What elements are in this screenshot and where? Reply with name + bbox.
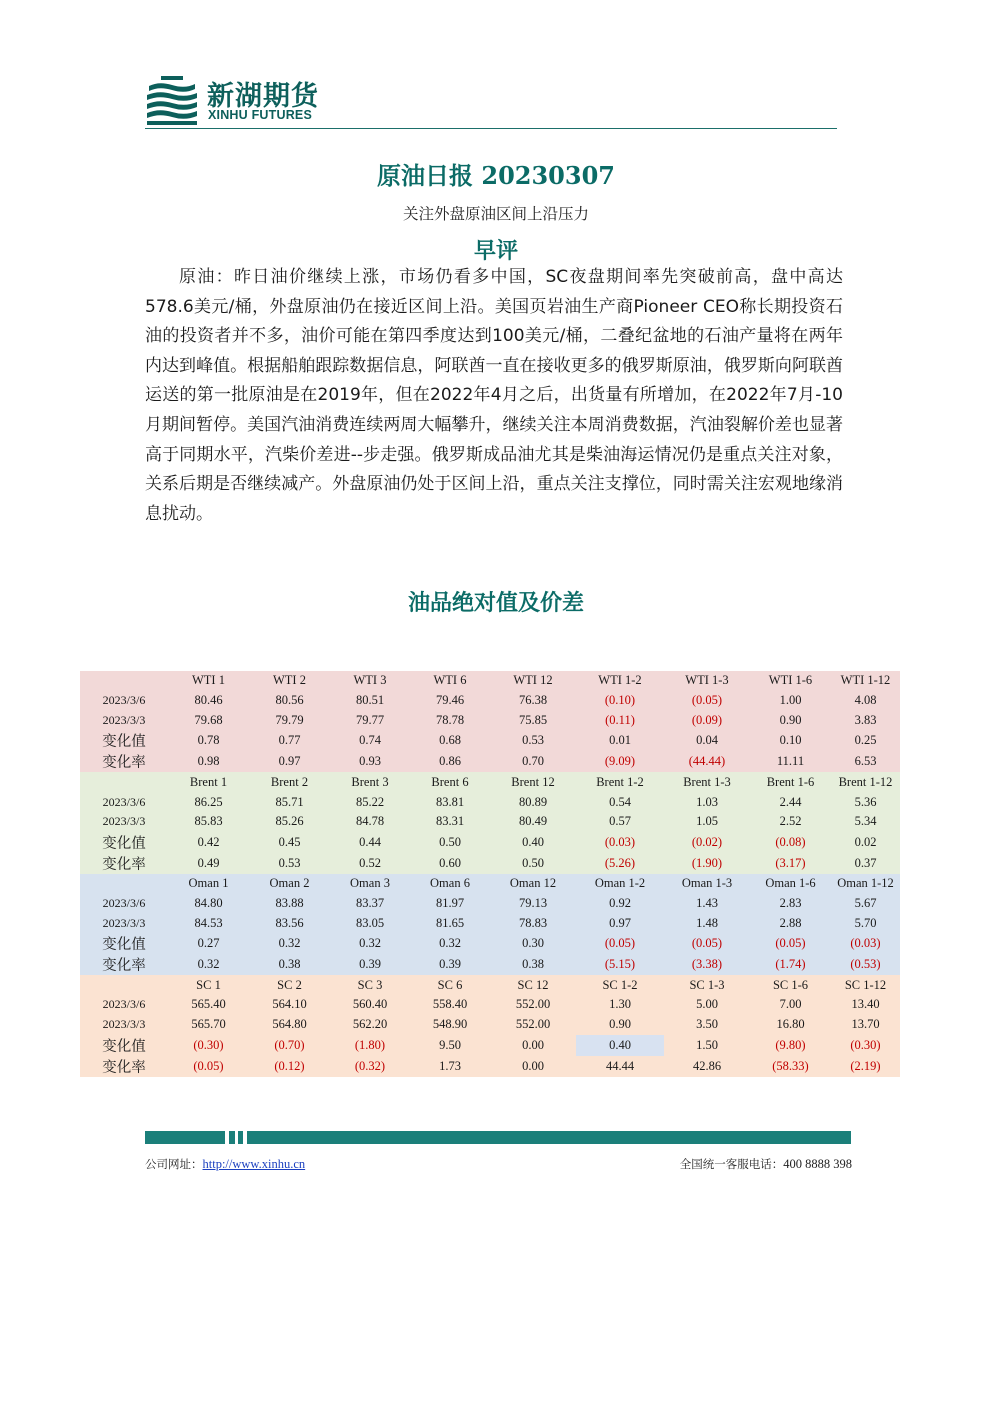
- row-label-cell: 2023/3/6: [80, 691, 168, 711]
- table-cell: 0.40: [490, 832, 576, 853]
- table-cell: 7.00: [750, 995, 831, 1015]
- table-cell: 79.46: [410, 691, 490, 711]
- table-cell: (0.05): [664, 933, 750, 954]
- table-cell: (3.38): [664, 954, 750, 975]
- footer-bar-segment: [229, 1131, 235, 1144]
- table-cell: 83.56: [249, 913, 330, 933]
- table-cell: 0.49: [168, 853, 249, 874]
- table-cell: 0.45: [249, 832, 330, 853]
- footer-website: [145, 1156, 305, 1172]
- column-header-cell: SC 12: [490, 975, 576, 995]
- table-cell: 0.27: [168, 933, 249, 954]
- table-row: [80, 995, 900, 1015]
- table-cell: 13.70: [831, 1015, 900, 1035]
- table-cell: 0.32: [168, 954, 249, 975]
- footer-phone: [680, 1156, 852, 1172]
- table-cell: (1.90): [664, 853, 750, 874]
- table-cell: 1.43: [664, 894, 750, 914]
- table-cell: 85.26: [249, 812, 330, 832]
- column-header-cell: WTI 3: [330, 671, 410, 691]
- table-cell: 1.05: [664, 812, 750, 832]
- table-cell: 5.36: [831, 792, 900, 812]
- table-cell: 79.77: [330, 711, 410, 731]
- table-cell: 0.50: [410, 832, 490, 853]
- table-cell: 80.56: [249, 691, 330, 711]
- report-subtitle: 关注外盘原油区间上沿压力: [402, 205, 589, 223]
- table-cell: 564.80: [249, 1015, 330, 1035]
- row-label-cell: 变化值: [80, 832, 168, 853]
- table-cell: 0.90: [576, 1015, 664, 1035]
- column-header-cell: WTI 1: [168, 671, 249, 691]
- table-cell: 0.42: [168, 832, 249, 853]
- table-row: [80, 691, 900, 711]
- table-cell: (3.17): [750, 853, 831, 874]
- table-cell: 0.54: [576, 792, 664, 812]
- row-label-cell: 变化值: [80, 933, 168, 954]
- table-cell: (0.05): [168, 1056, 249, 1077]
- section-heading-comment: 早评: [473, 238, 518, 264]
- row-label-cell: 2023/3/3: [80, 913, 168, 933]
- column-header-cell: Oman 12: [490, 874, 576, 894]
- table-cell: 80.49: [490, 812, 576, 832]
- table-cell: (0.30): [168, 1035, 249, 1056]
- table-cell: 0.86: [410, 751, 490, 772]
- column-header-cell: WTI 12: [490, 671, 576, 691]
- table-cell: 0.70: [490, 751, 576, 772]
- brand-name-en: XINHU FUTURES: [208, 108, 312, 122]
- table-header-row-sc: [80, 975, 900, 995]
- column-header-cell: SC 1: [168, 975, 249, 995]
- table-header-row-brent: [80, 772, 900, 792]
- table-row: [80, 1015, 900, 1035]
- footer-website-label: 公司网址：: [145, 1157, 203, 1171]
- table-cell: 0.40: [576, 1035, 664, 1056]
- column-header-cell: Oman 6: [410, 874, 490, 894]
- table-cell: 1.00: [750, 691, 831, 711]
- table-cell: 5.00: [664, 995, 750, 1015]
- table-cell: (9.09): [576, 751, 664, 772]
- table-cell: 0.57: [576, 812, 664, 832]
- table-cell: (0.70): [249, 1035, 330, 1056]
- table-cell: 0.10: [750, 730, 831, 751]
- table-cell: 1.03: [664, 792, 750, 812]
- table-cell: 0.04: [664, 730, 750, 751]
- table-cell: (5.26): [576, 853, 664, 874]
- column-header-cell: SC 1-12: [831, 975, 900, 995]
- row-label-cell: 变化率: [80, 853, 168, 874]
- column-header-cell: SC 6: [410, 975, 490, 995]
- table-cell: 79.68: [168, 711, 249, 731]
- table-cell: 0.68: [410, 730, 490, 751]
- table-cell: 85.71: [249, 792, 330, 812]
- table-cell: 1.73: [410, 1056, 490, 1077]
- table-cell: 0.44: [330, 832, 410, 853]
- row-label-cell: 变化值: [80, 1035, 168, 1056]
- table-cell: 564.10: [249, 995, 330, 1015]
- table-cell: 11.11: [750, 751, 831, 772]
- table-cell: 0.53: [249, 853, 330, 874]
- table-row: [80, 792, 900, 812]
- table-cell: (0.11): [576, 711, 664, 731]
- table-row: [80, 853, 900, 874]
- table-cell: 78.83: [490, 913, 576, 933]
- column-header-cell: SC 1-6: [750, 975, 831, 995]
- table-cell: 0.32: [330, 933, 410, 954]
- column-header-cell: Brent 1-3: [664, 772, 750, 792]
- table-cell: (9.80): [750, 1035, 831, 1056]
- column-header-cell: Brent 12: [490, 772, 576, 792]
- table-cell: 0.32: [410, 933, 490, 954]
- table-row: [80, 711, 900, 731]
- table-cell: 79.13: [490, 894, 576, 914]
- table-cell: 81.65: [410, 913, 490, 933]
- table-cell: (0.09): [664, 711, 750, 731]
- table-cell: 80.51: [330, 691, 410, 711]
- table-cell: 0.50: [490, 853, 576, 874]
- table-cell: 0.53: [490, 730, 576, 751]
- table-cell: 552.00: [490, 995, 576, 1015]
- column-header-cell: Oman 1: [168, 874, 249, 894]
- table-cell: 0.02: [831, 832, 900, 853]
- table-cell: 9.50: [410, 1035, 490, 1056]
- table-cell: (5.15): [576, 954, 664, 975]
- table-cell: 81.97: [410, 894, 490, 914]
- row-label-cell: 变化率: [80, 954, 168, 975]
- table-cell: 0.32: [249, 933, 330, 954]
- table-cell: 80.46: [168, 691, 249, 711]
- table-cell: 3.50: [664, 1015, 750, 1035]
- row-label-cell: 变化率: [80, 751, 168, 772]
- table-cell: (0.02): [664, 832, 750, 853]
- column-header-cell: WTI 1-12: [831, 671, 900, 691]
- table-cell: (0.05): [664, 691, 750, 711]
- table-cell: (1.80): [330, 1035, 410, 1056]
- table-cell: 5.34: [831, 812, 900, 832]
- table-cell: 80.89: [490, 792, 576, 812]
- table-corner-cell: [80, 671, 168, 691]
- column-header-cell: Brent 1: [168, 772, 249, 792]
- column-header-cell: Brent 6: [410, 772, 490, 792]
- column-header-cell: Brent 1-2: [576, 772, 664, 792]
- table-cell: 84.78: [330, 812, 410, 832]
- table-cell: 0.92: [576, 894, 664, 914]
- table-cell: 79.79: [249, 711, 330, 731]
- column-header-cell: WTI 1-3: [664, 671, 750, 691]
- table-cell: 0.00: [490, 1056, 576, 1077]
- table-cell: 558.40: [410, 995, 490, 1015]
- table-cell: 0.97: [249, 751, 330, 772]
- footer-phone-number: 400 8888 398: [783, 1157, 852, 1171]
- table-row: [80, 751, 900, 772]
- table-cell: (0.08): [750, 832, 831, 853]
- table-cell: 0.52: [330, 853, 410, 874]
- table-corner-cell: [80, 874, 168, 894]
- table-cell: 2.83: [750, 894, 831, 914]
- table-cell: 83.05: [330, 913, 410, 933]
- table-cell: 0.60: [410, 853, 490, 874]
- table-cell: (0.53): [831, 954, 900, 975]
- column-header-cell: WTI 2: [249, 671, 330, 691]
- table-cell: 2.88: [750, 913, 831, 933]
- column-header-cell: Oman 1-6: [750, 874, 831, 894]
- table-cell: 5.67: [831, 894, 900, 914]
- oil-price-spread-table: [80, 671, 900, 1077]
- row-label-cell: 2023/3/6: [80, 995, 168, 1015]
- page-header: [145, 70, 837, 130]
- table-cell: 0.39: [330, 954, 410, 975]
- table-cell: 0.25: [831, 730, 900, 751]
- table-cell: (0.12): [249, 1056, 330, 1077]
- morning-comment-paragraph: 原油：昨日油价继续上涨，市场仍看多中国，SC夜盘期间率先突破前高，盘中高达578.6美元/桶，外盘原油仍在接近区间上沿。美国页岩油生产商Pioneer CEO称长期投资石油的投资者并不多，油价可能在第四季度达到100美元/桶，二叠纪盆地的石油产量将在两年内达到峰值。根据船舶跟踪数据信息，阿联酋一直在接收更多的俄罗斯原油，俄罗斯向阿联酋运送的第一批原油是在2019年，但在2022年4月之后，出货量有所增加，在2022年7月-10月期间暂停。美国汽油消费连续两周大幅攀升，继续关注本周消费数据，汽油裂解价差也显著高于同期水平，汽柴价差进--步走强。俄罗斯成品油尤其是柴油海运情况仍是重点关注对象，关系后期是否继续减产。外盘原油仍处于区间上沿，重点关注支撑位，同时需关注宏观地缘消息扰动。: [145, 267, 843, 524]
- table-cell: (1.74): [750, 954, 831, 975]
- table-cell: 0.90: [750, 711, 831, 731]
- footer-website-link[interactable]: http://www.xinhu.cn: [202, 1157, 306, 1171]
- table-cell: 85.22: [330, 792, 410, 812]
- table-cell: 16.80: [750, 1015, 831, 1035]
- table-cell: 42.86: [664, 1056, 750, 1077]
- table-cell: 565.70: [168, 1015, 249, 1035]
- table-cell: 44.44: [576, 1056, 664, 1077]
- table-cell: 13.40: [831, 995, 900, 1015]
- header-divider: [145, 128, 837, 129]
- table-cell: 83.88: [249, 894, 330, 914]
- table-cell: 85.83: [168, 812, 249, 832]
- table-cell: 548.90: [410, 1015, 490, 1035]
- column-header-cell: Oman 1-3: [664, 874, 750, 894]
- column-header-cell: Oman 2: [249, 874, 330, 894]
- table-row: [80, 832, 900, 853]
- column-header-cell: WTI 6: [410, 671, 490, 691]
- table-cell: 5.70: [831, 913, 900, 933]
- column-header-cell: Oman 1-12: [831, 874, 900, 894]
- table-cell: 3.83: [831, 711, 900, 731]
- footer-bar-segment: [238, 1131, 243, 1144]
- table-row: [80, 1056, 900, 1077]
- table-cell: 2.44: [750, 792, 831, 812]
- table-cell: (0.03): [576, 832, 664, 853]
- column-header-cell: Brent 3: [330, 772, 410, 792]
- table-cell: 0.93: [330, 751, 410, 772]
- table-cell: 0.98: [168, 751, 249, 772]
- table-row: [80, 954, 900, 975]
- column-header-cell: SC 1-2: [576, 975, 664, 995]
- column-header-cell: Brent 1-6: [750, 772, 831, 792]
- table-cell: 75.85: [490, 711, 576, 731]
- column-header-cell: SC 3: [330, 975, 410, 995]
- table-cell: 84.80: [168, 894, 249, 914]
- table-cell: 0.77: [249, 730, 330, 751]
- row-label-cell: 2023/3/3: [80, 711, 168, 731]
- table-cell: (0.03): [831, 933, 900, 954]
- table-cell: 84.53: [168, 913, 249, 933]
- column-header-cell: SC 2: [249, 975, 330, 995]
- table-corner-cell: [80, 975, 168, 995]
- table-cell: 0.01: [576, 730, 664, 751]
- table-cell: 0.37: [831, 853, 900, 874]
- table-cell: 562.20: [330, 1015, 410, 1035]
- table-row: [80, 933, 900, 954]
- column-header-cell: Brent 1-12: [831, 772, 900, 792]
- table-cell: 1.50: [664, 1035, 750, 1056]
- footer-bar-segment: [145, 1131, 225, 1144]
- table-cell: 0.74: [330, 730, 410, 751]
- row-label-cell: 变化率: [80, 1056, 168, 1077]
- footer-phone-label: 全国统一客服电话：: [679, 1157, 784, 1171]
- row-label-cell: 2023/3/6: [80, 792, 168, 812]
- table-cell: 83.31: [410, 812, 490, 832]
- table-cell: 76.38: [490, 691, 576, 711]
- xinhu-logo-icon: [145, 74, 199, 126]
- row-label-cell: 2023/3/6: [80, 894, 168, 914]
- table-cell: 6.53: [831, 751, 900, 772]
- column-header-cell: Oman 1-2: [576, 874, 664, 894]
- row-label-cell: 变化值: [80, 730, 168, 751]
- table-cell: (0.05): [576, 933, 664, 954]
- row-label-cell: 2023/3/3: [80, 812, 168, 832]
- table-cell: 0.39: [410, 954, 490, 975]
- table-header-row-wti: [80, 671, 900, 691]
- table-cell: 1.48: [664, 913, 750, 933]
- section-heading-table: 油品绝对值及价差: [407, 590, 584, 616]
- table-cell: 78.78: [410, 711, 490, 731]
- table-cell: (58.33): [750, 1056, 831, 1077]
- table-cell: (0.05): [750, 933, 831, 954]
- row-label-cell: 2023/3/3: [80, 1015, 168, 1035]
- column-header-cell: WTI 1-6: [750, 671, 831, 691]
- column-header-cell: SC 1-3: [664, 975, 750, 995]
- table-cell: 83.81: [410, 792, 490, 812]
- table-cell: 4.08: [831, 691, 900, 711]
- table-cell: 83.37: [330, 894, 410, 914]
- brand-name-cn: 新湖期货: [207, 81, 319, 112]
- table-row: [80, 1035, 900, 1056]
- table-header-row-oman: [80, 874, 900, 894]
- column-header-cell: Oman 3: [330, 874, 410, 894]
- table-cell: 552.00: [490, 1015, 576, 1035]
- footer-bar-segment: [247, 1131, 851, 1144]
- table-cell: 560.40: [330, 995, 410, 1015]
- table-cell: (0.32): [330, 1056, 410, 1077]
- table-cell: (0.30): [831, 1035, 900, 1056]
- table-cell: 86.25: [168, 792, 249, 812]
- table-row: [80, 730, 900, 751]
- table-cell: 2.52: [750, 812, 831, 832]
- table-cell: 1.30: [576, 995, 664, 1015]
- table-cell: 0.38: [490, 954, 576, 975]
- column-header-cell: WTI 1-2: [576, 671, 664, 691]
- table-cell: (0.10): [576, 691, 664, 711]
- table-cell: 565.40: [168, 995, 249, 1015]
- table-cell: 0.00: [490, 1035, 576, 1056]
- table-cell: 0.38: [249, 954, 330, 975]
- table-cell: 0.97: [576, 913, 664, 933]
- table-corner-cell: [80, 772, 168, 792]
- report-title: 原油日报 20230307: [377, 161, 615, 190]
- table-cell: (2.19): [831, 1056, 900, 1077]
- table-cell: 0.30: [490, 933, 576, 954]
- table-row: [80, 812, 900, 832]
- column-header-cell: Brent 2: [249, 772, 330, 792]
- table-row: [80, 894, 900, 914]
- table-row: [80, 913, 900, 933]
- table-cell: (44.44): [664, 751, 750, 772]
- table-cell: 0.78: [168, 730, 249, 751]
